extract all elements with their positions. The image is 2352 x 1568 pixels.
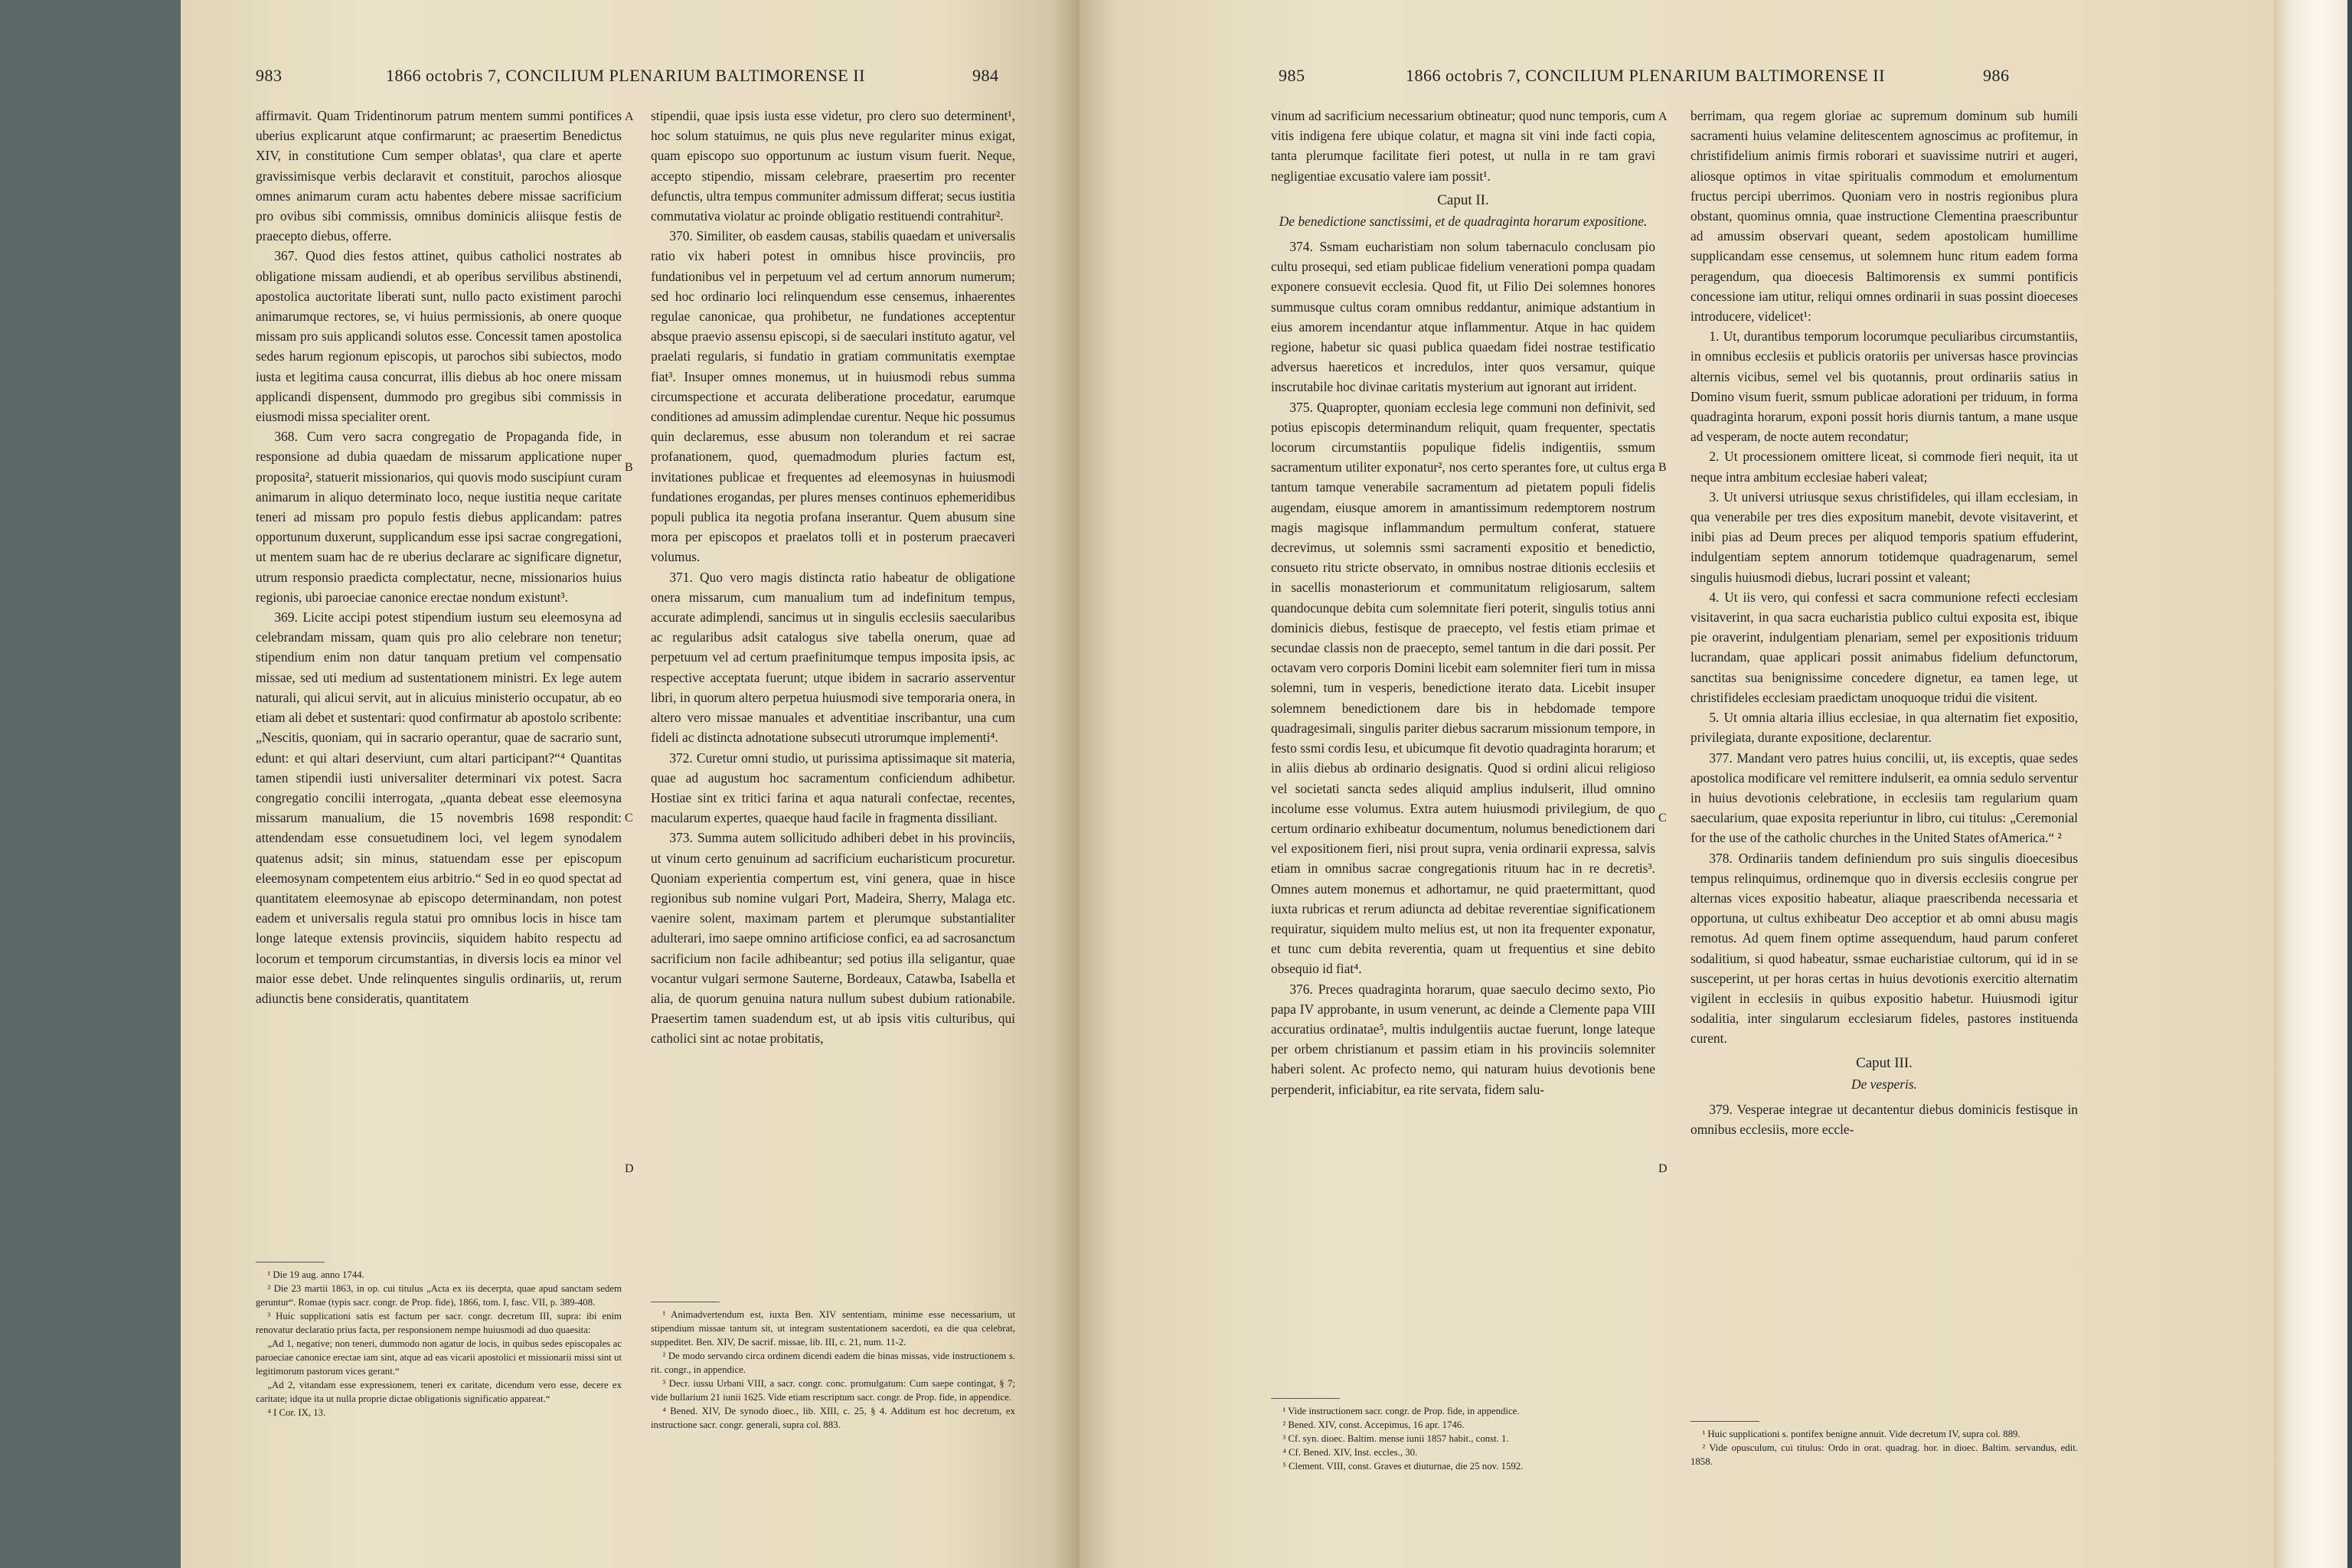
footnote: ¹ Die 19 aug. anno 1744. [267,1269,364,1280]
page-number: 986 [1983,66,2010,85]
page-number: 983 [256,66,283,85]
paragraph: 376. Preces quadraginta horarum, quae saeculo decimo sexto, Pio papa IV approbante, in usum venerunt, ac deinde a Clemente papa VIII accuratius ordinatae⁵, multis indulgentiis auctae fuerunt, longe lateque per orbem christianum et passim etiam in his provinciis solemniter haberi solent. Ac profecto nemo, qui naturam huius devotionis bene perpenderit, inficiabitur, ea rite servata, fidem salu- [1271,981,1655,1097]
right-page [1080,0,2274,1568]
paragraph: 4. Ut iis vero, qui confessi et sacra communione refecti ecclesiam visitaverint, in qua sacra eucharistia publico cultui exposita est, ibique pie oraverint, indulgentiam plenariam, semel per expositionis triduum lucrandam, quae applicari possit animabus fidelium defunctorum, sanctitas sua benignissime concedere dignetur, ea tamen lege, ut christifideles ecclesiam praedictam unoquoque tridui die visitent. [1690,589,2078,705]
footnote: „Ad 2, vitandam esse expressionem, teneri ex caritate, dicendum vero esse, decere ex caritate; idque ita ut nulla proprie dictae obligationis significatio appareat.“ [256,1380,622,1404]
paragraph: 1. Ut, durantibus temporum locorumque peculiaribus circumstantiis, in omnibus ecclesiis et publicis oratoriis per universas hasce provincias alternis vicibus, semel vel bis quotannis, prout ordinariis satius in Domino visum fuerit, ssmum publicae adorationi per triduum, in forma quadraginta horarum, exponi possit horis diurnis tantum, a mane usque ad vesperam, de nocte autem recondatur; [1690,328,2078,445]
footnote: ³ Cf. syn. dioec. Baltim. mense iunii 1857 habit., const. 1. [1282,1433,1509,1444]
margin-marker: A [625,110,634,123]
page-number: 984 [972,66,999,85]
footnote: ¹ Vide instructionem sacr. congr. de Prop. fide, in appendice. [1282,1406,1520,1416]
text-column-2 [651,106,1015,1049]
paragraph: 374. Ssmam eucharistiam non solum tabernaculo conclusam pio cultu prosequi, sed etiam publicae fidelium venerationi pompa quadam exponere consuevit ecclesia. Quod fit, ut Filio Dei solemnes honores summusque cultus coram omnibus reddantur, animique adstantium in eius amorem incendantur atque inflammentur. Atque in hac quidem regione, habetur sic quasi publica quaedam fidei nostrae testificatio adversus haereticos et incredulos, inter quos versamur, quique inscrutabile hoc divinae caritatis mysterium aut ignorant aut irrident. [1271,239,1655,395]
footnote: ⁴ Bened. XIV, De synodo dioec., lib. XIII, c. 25, § 4. Additum est hoc decretum, ex instructione sacr. congr. generali, supra col. 883. [651,1406,1015,1430]
chapter-subheading: De benedictione sanctissimi, et de quadraginta horarum expositione. [1279,214,1648,230]
text-column-3 [1271,106,1655,1099]
footnotes-column-3 [1271,1404,1655,1473]
page-edges [2274,0,2350,1568]
margin-marker: D [1658,1162,1668,1175]
paragraph: 370. Similiter, ob easdem causas, stabilis quaedam et universalis ratio vix haberi potest in omnibus hisce provinciis, pro fundationibus vel in perpetuum vel ad certum annorum numerum; sed hoc ordinario loci relinquendum esse censemus, inhaerentes regulae canonicae, qua prohibetur, ne fundationes acceptentur absque praevio assensu episcopi, si de saeculari instituto agatur, vel praelati regularis, si fundatio in gratiam communitatis exemptae fiat³. Insuper omnes monemus, ut in huiusmodi rebus summa circumspectione et accurata deliberatione procedatur, earumque conditiones ad amussim adimplendae curentur. Neque hic possumus quin declaremus, esse abusum non tolerandum et rei sacrae profanationem, quod, quemadmodum pluries factum est, invitationes publicae et frequentes ad eleemosynas in huiusmodi fundationes erogandas, per plures menses continuos ephemeridibus populi publica ita negotia profana inserantur. Quem abusum sine mora per episcopos et praelatos tolli et in posterum praecaveri volumus. [651,228,1015,565]
footnote: ³ Decr. iussu Urbani VIII, a sacr. congr. conc. promulgatum: Cum saepe contingat, § 7; vide bullarium 21 iunii 1625. Vide etiam rescriptum sacr. congr. de Prop. fide, in appendice. [651,1378,1015,1403]
paragraph: berrimam, qua regem gloriae ac supremum dominum sub humili sacramenti huius velamine delitescentem agnoscimus ac profitemur, in christifidelium animis firmis roborari et suavissime nutriri et augeri, aliosque optimos in vitae spiritualis commodum et emolumentum fructus percipi uberrimos. Quoniam vero in nostris regionibus plura obstant, quominus omnia, quae instructione Clementina praescribuntur ad amussim observari queant, sedem apostolicam humillime supplicandam esse censemus, ut solemnem hunc ritum eadem forma peragendum, qua dioecesis Baltimorensis ex summi pontificis concessione iam utitur, reliqui omnes ordinarii in suas possint dioeceses introducere, videlicet¹: [1690,108,2078,325]
footnotes-column-1 [256,1268,622,1419]
paragraph: 371. Quo vero magis distincta ratio habeatur de obligatione onera missarum, cum manualium tum ad indefinitum tempus, accurate adimplendi, sancimus ut in singulis ecclesiis saecularibus ac regularibus adsit catalogus sive tabella onerum, quae ad perpetuum vel ad certum praefinitumque tempus imposita ipsis, ac respective acceptata fuerunt; utque ibidem in sacrario asserventur libri, in quorum altero perpetua huiusmodi sive temporaria onera, in altero vero missae manuales et adventitiae inscribantur, una cum fideli ac distincta adnotatione subsecuti utrorumque implementi⁴. [651,569,1015,746]
book-shadow [2347,0,2352,1568]
margin-marker: C [1658,812,1667,825]
paragraph: 375. Quapropter, quoniam ecclesia lege communi non definivit, sed potius episcopis determinandum reliquit, quam frequenter, spectatis locorum circumstantiis populique fidelis indigentiis, ssmum sacramentum utiliter exponatur², nos certo sperantes fore, ut cultus erga tantum tamque venerabile sacramentum ad pietatem populi fidelis augendam, eiusque amorem in amantissimum redemptorem nostrum magis magisque inflammandum permultum conferat, statuere decrevimus, ut solemnis ssmi sacramenti expositio et benedictio, consueto ritu stricte observato, in omnibus nostrae ditionis ecclesiis et in sacellis monasteriorum et communitatum religiosarum, saltem quandocunque debita cum solemnitate fieri poterit, singulis totius anni dominicis diebus, festisque de praecepto, vel festis etiam primae et secundae classis non de praecepto, semel tantum in die dari possit. Per octavam vero corporis Domini licebit eam solemniter fieri tum in missa solemni, tum in vesperis, benedictione iterato data. Licebit insuper solemnem benedictionem dare bis in hebdomade tempore quadragesimali, singulis pariter diebus sacrarum missionum tempore, in festo ssmi cordis Iesu, et ubicumque fit devotio quadraginta horarum; et in aliis diebus ab ordinario designatis. Quod si ordini alicui religioso vel societati sancta sedes aliquid amplius indulserit, illud omnino incolume esse volumus. Extra autem huiusmodi privilegium, de quo certum ordinario exhibeatur documentum, nolumus benedictionem dari vel expositionem fieri, nisi prout supra, venia ordinarii expressa, salvis etiam in omnibus sacrae congregationis rituum hac in re decretis³. Omnes autem monemus et adhortamur, ne quid praetermittant, quod iuxta rubricas et rerum adiuncta ad debitae reverentiae significationem requiratur, siquidem multo melius est, ut non ita frequenter exponatur, et tunc cum debita reverentia, quam ut frequentius et sine debito obsequio id fiat⁴. [1271,399,1655,977]
footnotes-column-4 [1690,1427,2078,1468]
footnote: ² Bened. XIV, const. Accepimus, 16 apr. 1746. [1282,1419,1465,1430]
paragraph: 5. Ut omnia altaria illius ecclesiae, in qua alternatim fiet expositio, privilegiata, durante expositione, declarentur. [1690,710,2078,746]
footnote: ³ Huic supplicationi satis est factum per sacr. congr. decretum III, supra: ibi enim renovatur declaratio prius facta, per responsionem nempe huiusmodi ad duo quaesita: [256,1311,622,1335]
footnotes-column-2 [651,1308,1015,1432]
footnote: ² Vide opusculum, cui titulus: Ordo in orat. quadrag. hor. in dioec. Baltim. servandus, edit. 1858. [1690,1442,2078,1467]
paragraph: 378. Ordinariis tandem definiendum pro suis singulis dioecesibus tempus relinquimus, ordinemque quo in diversis ecclesiis congrue per alternas vices expositio habeatur, aliaque praescribenda necessaria et opportuna, ut cultus exhibeatur Deo acceptior et ab omni abusu magis remotus. Ad quem finem optime assequendum, haud parum conferet sodalitium, si quod habeatur, ssmae eucharistiae cultorum, qui id in se susceperint, ut per horas certas in huius devotionis exercitio alternatim vigilent in ecclesiis in quibus expositio habetur. Huiusmodi igitur sodalitia, inter singularum ecclesiarum fideles, pastores instituenda curent. [1690,850,2078,1047]
paragraph: 379. Vesperae integrae ut decantentur diebus dominicis festisque in omnibus ecclesiis, more eccle- [1690,1101,2078,1137]
margin-marker: A [1658,110,1668,123]
paragraph: 367. Quod dies festos attinet, quibus catholici nostrates ab obligatione missam audiendi, et ab operibus servilibus abstinendi, apostolica auctoritate liberati sunt, nullo pacto existiment parochi animarumque rectores, se, vi huius permissionis, ab onere quoque missam pro suis applicandi solutos esse. Concessit tamen apostolica sedes harum regionum episcopis, ut parochos sibi subiectos, modo iusta et legitima causa concurrat, illis diebus ab hoc onere missam applicandi dispensent, dummodo pro gregibus sibi commissis in eiusmodi missa specialiter orent. [256,248,622,425]
footnote: ¹ Animadvertendum est, iuxta Ben. XIV sententiam, minime esse necessarium, ut stipendium missae tantum sit, ut integram sustentationem sacerdoti, ea die qua celebrat, suppeditet. Ben. XIV, De sacrif. missae, lib. III, c. 21, num. 11-2. [651,1309,1015,1348]
footnote: „Ad 1, negative; non teneri, dummodo non agatur de locis, in quibus sedes episcopales ac paroeciae canonice erectae iam sint, atque ad eas vicarii apostolici et missionarii missi sint ut legitimorum pastorum vices gerant.“ [256,1338,622,1377]
footnote-rule [256,1262,325,1263]
paragraph: affirmavit. Quam Tridentinorum patrum mentem summi pontifices uberius explicarunt atque confirmarunt; ac praesertim Benedictus XIV, in constitutione Cum semper oblatas¹, qua clare et aperte gravissimisque verbis declaravit et constituit, parochos aliosque omnes animarum curam actu habentes debere missae sacrificium pro ovibus sibi commissis, omnibus dominicis aliisque festis de praecepto diebus, offerre. [256,108,622,244]
chapter-subheading: De vesperis. [1851,1076,1917,1092]
paragraph: 368. Cum vero sacra congregatio de Propaganda fide, in responsione ad dubia quaedam de missarum applicatione nuper proposita², statuerit missionarios, qui quovis modo suscipiunt curam animarum in aliquo determinato loco, neque iustitia neque caritate teneri ad missam pro populo festis diebus applicandam: patres opportunum duxerunt, supplicandum esse ipsi sacrae congregationi, ut mentem suam hac de re uberius declarare ac significare dignetur, utrum responsio praedicta complectatur, necne, missionarios huius regionis, ubi paroeciae canonice erectae nondum existunt³. [256,429,622,605]
text-column-1 [256,106,622,1008]
left-page [181,0,1080,1568]
paragraph: vinum ad sacrificium necessarium obtineatur; quod nunc temporis, cum vitis indigena fere ubique colatur, et magna sit vini inde facti copia, tanta plerumque facilitate fieri potest, ut nulla in re tam gravi negligentiae excusatio valere iam possit¹. [1271,108,1655,184]
footnote-rule [1271,1398,1340,1399]
footnote: ² Die 23 martii 1863, in op. cui titulus „Acta ex iis decerpta, quae apud sanctam sedem geruntur“. Romae (typis sacr. congr. de Prop. fide), 1866, tom. I, fasc. VII, p. 389-408. [256,1283,622,1308]
margin-marker: B [1658,461,1667,474]
margin-marker: B [625,461,633,474]
footnote-rule [1690,1421,1759,1422]
footnote: ⁴ I Cor. IX, 13. [267,1407,326,1418]
footnote: ¹ Huic supplicationi s. pontifex benigne annuit. Vide decretum IV, supra col. 889. [1702,1429,2020,1439]
margin-marker: D [625,1162,634,1175]
paragraph: 372. Curetur omni studio, ut purissima aptissimaque sit materia, quae ad augustum hoc sacramentum conficiendum adhibetur. Hostiae sint ex tritici farina et aqua naturali confectae, recentes, macularum expertes, quaeque haud facile in fragmenta dissiliant. [651,750,1015,826]
chapter-heading: Caput III. [1856,1054,1913,1071]
chapter-heading: Caput II. [1437,191,1489,208]
running-title: 1866 octobris 7, CONCILIUM PLENARIUM BALTIMORENSE II [1406,66,1885,85]
running-title: 1866 octobris 7, CONCILIUM PLENARIUM BALTIMORENSE II [386,66,865,85]
book-spread [181,0,2350,1568]
footnote: ⁵ Clement. VIII, const. Graves et diuturnae, die 25 nov. 1592. [1282,1461,1524,1472]
text-column-4 [1690,106,2078,1139]
paragraph: 3. Ut universi utriusque sexus christifideles, qui illam ecclesiam, in qua venerabile per tres dies expositum manebit, devote visitaverint, et inibi pias ad Deum preces per aliquod temporis spatium effuderint, indulgentiam septem annorum totidemque quadragenarum, semel singulis huiusmodi diebus, lucrari possint et valeant; [1690,488,2078,585]
paragraph: 369. Licite accipi potest stipendium iustum seu eleemosyna ad celebrandam missam, quam quis pro alio celebrare non tenetur; stipendium enim non datur tanquam pretium vel compensatio missae, sed uti medium ad sustentationem ministri. Ex lege autem naturali, qui alicui servit, aut in alicuius ministerio occupatur, ab eo etiam ali debet et sustentari: quod confirmatur ab apostolo scribente: „Nescitis, quoniam, qui in sacrario operantur, quae de sacrario sunt, edunt: et qui altari deserviunt, cum altari participant?“⁴ Quantitas tamen stipendii iusti universaliter determinari vix potest. Sacra congregatio concilii interrogata, „quanta debeat esse eleemosyna missarum manualium, die 15 novembris 1698 respondit: attendendam esse consuetudinem loci, vel legem synodalem quatenus adsit; sin minus, statuendam esse per episcopum eleemosynam competentem eius arbitrio.“ Sed in eo quod spectat ad quantitatem eleemosynae ab episcopo determinandam, non potest eadem et universalis regula statui pro omnibus locis in hisce tam longe lateque extensis provinciis, siquidem habito respectu ad locorum et temporum circumstantias, in diversis locis ea minor vel maior esse debet. Unde relinquentes singulis ordinariis, ut, rerum adiunctis bene consideratis, quantitatem [256,609,622,1006]
footnote: ² De modo servando circa ordinem dicendi eadem die binas missas, vide instructionem s. rit. congr., in appendice. [651,1351,1015,1375]
paragraph: stipendii, quae ipsis iusta esse videtur, pro clero suo determinent¹, hoc solum statuimus, ne quis plus neve regulariter minus exigat, quam episcopo suo opportunum ac iustum visum fuerit. Neque, accepto stipendio, missam celebrare, praesertim pro recenter defunctis, ultra tempus communiter admissum differat; secus iustitia commutativa violatur ac proinde obligatio restituendi contrahitur². [651,108,1015,224]
footnote: ⁴ Cf. Bened. XIV, Inst. eccles., 30. [1282,1447,1418,1458]
page-number: 985 [1279,66,1305,85]
paragraph: 2. Ut processionem omittere liceat, si commode fieri nequit, ita ut neque intra ambitum ecclesiae haberi valeat; [1690,449,2078,485]
paragraph: 373. Summa autem sollicitudo adhiberi debet in his provinciis, ut vinum certo genuinum ad sacrificium eucharisticum procuretur. Quoniam experientia compertum est, vini genera, quae in hisce regionibus sub nomine vulgari Port, Madeira, Sherry, Malaga etc. vaenire solent, maximam partem et plerumque substantialiter adulterari, imo saepe omnino artificiose confici, ea ad sacrosanctum sacrificium non facile adhibeantur; sed potius illa seligantur, quae vocantur vulgari sermone Sauterne, Bordeaux, Catawba, Isabella et alia, de quorum genuina natura nullum subest dubium rationabile. Praesertim tamen suadendum est, ut ab ipsis vitis culturibus, qui catholici sint ac notae probitatis, [651,830,1015,1047]
paragraph: 377. Mandant vero patres huius concilii, ut, iis exceptis, quae sedes apostolica modificare vel remittere indulserit, ea omnia sedulo serventur in huius devotionis celebratione, in ecclesiis tam regularium quam saecularium, quae exposita reperiuntur in libro, cui titulus: „Ceremonial for the use of the catholic churches in the United States ofAmerica.“ ² [1690,750,2078,846]
margin-marker: C [625,812,633,825]
